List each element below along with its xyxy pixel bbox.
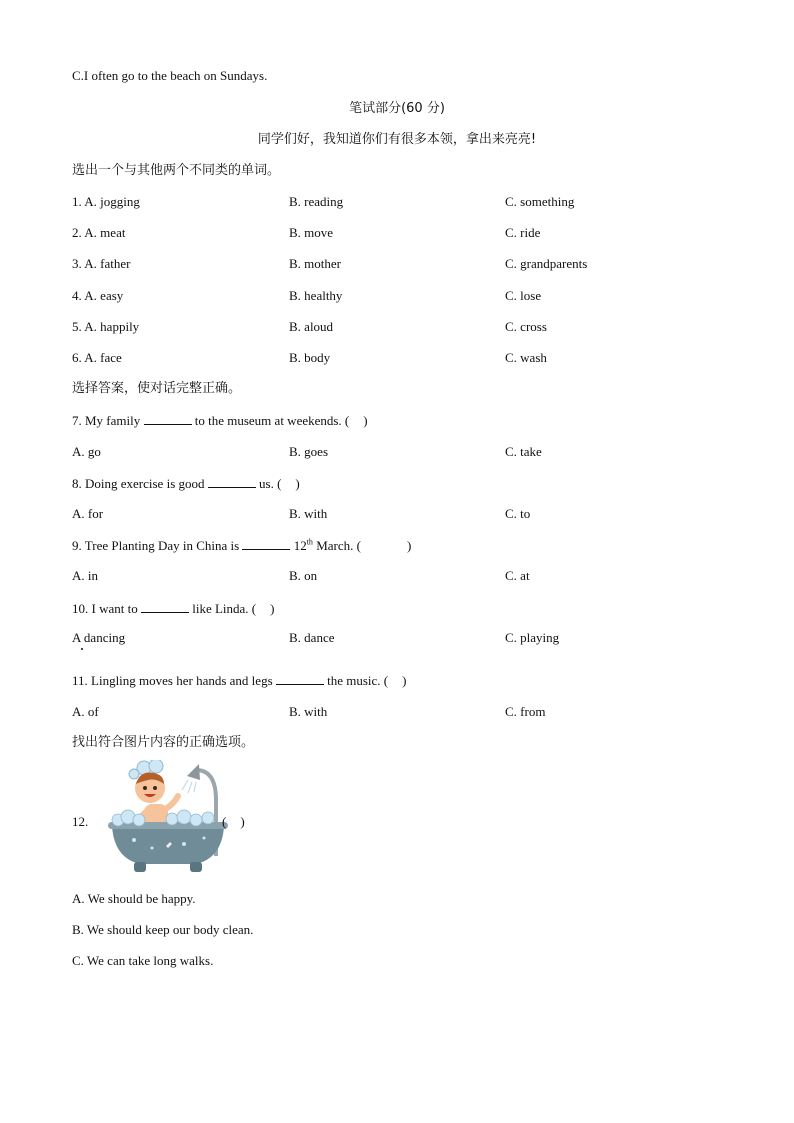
- q9-close: ): [406, 538, 412, 553]
- q1-option-a: [72, 195, 140, 208]
- q7-stem: [72, 413, 368, 427]
- q4-option-b: B. healthy: [289, 288, 343, 303]
- q2-number: 2.: [72, 225, 82, 240]
- q9-option-a: A. in: [72, 568, 98, 583]
- q8-close: ): [295, 476, 300, 491]
- q5-a-text: A. happily: [84, 319, 140, 334]
- encourage-line: 同学们好，我知道你们有很多本领，拿出来亮亮!: [257, 132, 537, 147]
- q2-option-a: [72, 226, 125, 239]
- q11-blank[interactable]: [276, 673, 324, 685]
- q4-option-c: C. lose: [505, 288, 542, 303]
- q8-option-c: C. to: [505, 506, 531, 521]
- q12-option-a: A. We should be happy.: [72, 891, 196, 906]
- q8-pre: 8. Doing exercise is good: [72, 476, 208, 491]
- q11-stem: [72, 673, 406, 687]
- q10-pre: 10. I want to: [72, 601, 141, 616]
- q8-post: us. (: [255, 476, 282, 491]
- q11-option-b: B. with: [289, 704, 328, 719]
- q10-close: ): [270, 601, 275, 616]
- q12-paren-close: ): [240, 814, 245, 829]
- q7-post: to the museum at weekends. (: [191, 413, 350, 428]
- q8-option-b: B. with: [289, 506, 328, 521]
- shower-head: [187, 764, 200, 780]
- q7-option-b: B. goes: [289, 444, 328, 459]
- q3-option-b: B. mother: [289, 256, 341, 271]
- stray-dot: [81, 648, 83, 650]
- q7-option-c: C. take: [505, 444, 542, 459]
- q11-post: the music. (: [323, 673, 389, 688]
- q10-blank[interactable]: [141, 601, 189, 613]
- q11-option-a: A. of: [72, 704, 99, 719]
- q2-option-c: C. ride: [505, 225, 541, 240]
- q7-option-a: A. go: [72, 444, 101, 459]
- q9-stem: [72, 538, 411, 552]
- q9-blank[interactable]: [242, 538, 290, 550]
- q1-option-b: B. reading: [289, 194, 344, 209]
- q9-number: 12: [293, 538, 307, 553]
- q6-option-a: [72, 351, 122, 364]
- q12-option-c: C. We can take long walks.: [72, 953, 214, 968]
- q1-option-c: C. something: [505, 194, 575, 209]
- q7-pre: 7. My family: [72, 413, 144, 428]
- q11-option-c: C. from: [505, 704, 546, 719]
- bathtub-illustration: [104, 760, 234, 878]
- q11-pre: 11. Lingling moves her hands and legs: [72, 673, 276, 688]
- q8-blank[interactable]: [208, 476, 256, 488]
- q12-answer-paren[interactable]: [222, 815, 245, 828]
- q1-a-text: A. jogging: [84, 194, 140, 209]
- q10-option-a: A dancing: [72, 630, 126, 645]
- q3-number: 3.: [72, 256, 82, 271]
- q6-number: 6.: [72, 350, 82, 365]
- q8-option-a: A. for: [72, 506, 104, 521]
- q2-option-b: B. move: [289, 225, 334, 240]
- q4-a-text: A. easy: [84, 288, 124, 303]
- q7-blank[interactable]: [144, 413, 192, 425]
- q9-option-c: C. at: [505, 568, 530, 583]
- q6-option-c: C. wash: [505, 350, 547, 365]
- q4-option-a: [72, 289, 123, 302]
- intro-line: C.I often go to the beach on Sundays.: [72, 68, 268, 83]
- part2-instruction: 选择答案，使对话完整正确。: [72, 381, 242, 396]
- q8-stem: [72, 476, 300, 490]
- q9-option-b: B. on: [289, 568, 318, 583]
- q4-number: 4.: [72, 288, 82, 303]
- q10-option-b: B. dance: [289, 630, 335, 645]
- q10-post: like Linda. (: [188, 601, 257, 616]
- q1-number: 1.: [72, 194, 82, 209]
- part1-instruction: 选出一个与其他两个不同类的单词。: [72, 163, 281, 178]
- q12-option-b: B. We should keep our body clean.: [72, 922, 254, 937]
- q11-close: ): [402, 673, 407, 688]
- q9-ordinal-suffix: th: [306, 537, 313, 547]
- part3-instruction: 找出符合图片内容的正确选项。: [72, 735, 255, 750]
- q2-a-text: A. meat: [84, 225, 126, 240]
- q12-number: 12.: [72, 814, 89, 829]
- q5-option-b: B. aloud: [289, 319, 334, 334]
- q3-option-a: [72, 257, 131, 270]
- q10-stem: [72, 601, 274, 615]
- q3-option-c: C. grandparents: [505, 256, 588, 271]
- section-title: 笔试部分(60 分): [349, 101, 445, 116]
- q9-pre: 9. Tree Planting Day in China is: [72, 538, 243, 553]
- q10-option-c: C. playing: [505, 630, 560, 645]
- q9-post: March. (: [312, 538, 361, 553]
- q5-number: 5.: [72, 319, 82, 334]
- water-drops: [182, 780, 196, 793]
- q7-close: ): [363, 413, 368, 428]
- q6-a-text: A. face: [84, 350, 122, 365]
- q12-paren-open: (: [222, 814, 227, 829]
- q6-option-b: B. body: [289, 350, 331, 365]
- q3-a-text: A. father: [84, 256, 131, 271]
- q5-option-c: C. cross: [505, 319, 547, 334]
- q5-option-a: [72, 320, 139, 333]
